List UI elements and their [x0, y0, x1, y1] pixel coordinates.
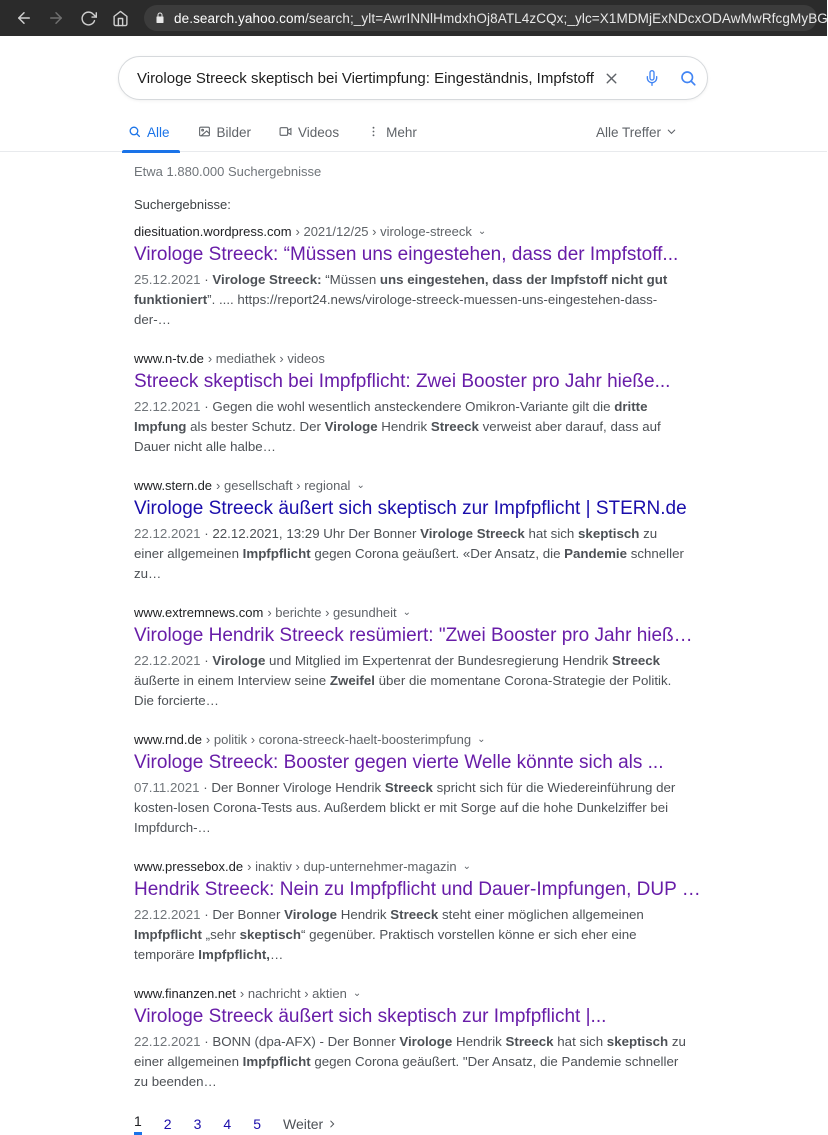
result-domain: www.n-tv.de [134, 351, 204, 366]
lock-icon [154, 12, 166, 24]
result-path: › nachricht › aktien [239, 986, 347, 1001]
chevron-right-icon [327, 1116, 337, 1132]
tab-mehr[interactable] [353, 114, 431, 152]
result-title-link[interactable]: Virologe Hendrik Streeck resümiert: "Zwei Booster pro Jahr hieß… [134, 625, 693, 646]
result-snippet: 22.12.2021 · Der Bonner Virologe Hendrik Streeck steht einer möglichen allgemeinen Impfpflicht „sehr skeptisch“ gegenüber. Praktisch vorstellen könne er sich eher eine temporäre Impfpflicht,… [134, 907, 644, 962]
tab-bilder-label: Bilder [216, 125, 252, 140]
search-input[interactable]: Virologe Streeck skeptisch bei Viertimpfung: Eingeständnis, Impfstoff [137, 69, 594, 87]
result-tabs [0, 114, 827, 152]
clear-search-button[interactable] [594, 60, 630, 96]
pagination [0, 1113, 827, 1135]
result-title-link[interactable]: Virologe Streeck: “Müssen uns eingestehen, dass der Impfstoff... [134, 244, 679, 265]
pagination-next-label: Weiter [282, 1116, 324, 1132]
result-snippet: 22.12.2021 · Virologe und Mitglied im Expertenrat der Bundesregierung Hendrik Streeck äußerte in einem Interview seine Zweifel über die momentane Corona-Strategie der Politik. Die forcierte… [134, 653, 672, 708]
result-breadcrumb[interactable] [134, 986, 692, 1001]
result-path: › inaktiv › dup-unternehmer-magazin [247, 859, 457, 874]
search-row [0, 36, 827, 100]
search-result [134, 351, 692, 457]
result-breadcrumb[interactable] [134, 478, 692, 493]
result-title-link[interactable]: Virologe Streeck äußert sich skeptisch zur Impfpflicht | STERN.de [134, 498, 687, 519]
chevron-down-icon[interactable]: ⌄ [477, 226, 487, 237]
tab-bilder[interactable] [184, 114, 266, 152]
search-result [134, 478, 692, 584]
result-breadcrumb[interactable] [134, 351, 692, 366]
results-list [0, 152, 827, 1092]
result-domain: www.rnd.de [134, 732, 202, 747]
forward-button[interactable] [42, 4, 70, 32]
tab-mehr-label: Mehr [386, 125, 417, 140]
pagination-page-3[interactable]: 3 [193, 1116, 202, 1132]
address-bar[interactable] [144, 5, 828, 31]
result-breadcrumb[interactable] [134, 859, 692, 874]
address-bar-text [174, 11, 828, 26]
tab-alle-label: Alle [147, 125, 170, 140]
search-result [134, 986, 692, 1092]
tab-videos-label: Videos [298, 125, 340, 140]
result-path: › politik › corona-streeck-haelt-boosterimpfung [205, 732, 472, 747]
more-vertical-icon [367, 125, 380, 141]
search-submit-button[interactable] [670, 60, 706, 96]
search-icon [128, 125, 141, 141]
microphone-icon[interactable] [634, 60, 670, 96]
search-result [134, 859, 701, 965]
result-domain: www.extremnews.com [134, 605, 264, 620]
video-icon [279, 125, 292, 141]
pagination-page-2[interactable]: 2 [163, 1116, 172, 1132]
result-path: › 2021/12/25 › virologe-streeck [295, 224, 472, 239]
result-title-link[interactable]: Streeck skeptisch bei Impfpflicht: Zwei Booster pro Jahr hieße... [134, 371, 671, 392]
result-breadcrumb[interactable] [134, 224, 692, 239]
image-icon [198, 125, 211, 141]
address-path: /search;_ylt=AwrINNlHmdxhOj8ATL4zCQx;_ylc=X1MDMjExNDcxODAwMwRfcgMyBG [304, 10, 828, 26]
result-snippet: 07.11.2021 · Der Bonner Virologe Hendrik Streeck spricht sich für die Wiedereinführung der kosten-losen Corona-Tests aus. Außerdem blickt er mit Sorge auf die hohe Dunkelziffer bei Impfdurch-… [134, 780, 676, 835]
search-result [134, 224, 692, 330]
result-title-link[interactable]: Hendrik Streeck: Nein zu Impfpflicht und Dauer-Impfungen, DUP … [134, 879, 701, 900]
result-title-link[interactable]: Virologe Streeck: Booster gegen vierte Welle könnte sich als ... [134, 752, 664, 773]
result-snippet: 25.12.2021 · Virologe Streeck: “Müssen uns eingestehen, dass der Impfstoff nicht gut funktioniert”. .... https://report24.news/virologe-streeck-muessen-uns-eingestehen-dass-der-… [134, 272, 668, 327]
results-filter[interactable] [596, 125, 697, 140]
result-path: › berichte › gesundheit [267, 605, 397, 620]
result-snippet: 22.12.2021 · BONN (dpa-AFX) - Der Bonner Virologe Hendrik Streeck hat sich skeptisch zu einer allgemeinen Impfpflicht gegen Corona geäußert. "Der Ansatz, die Pandemie schneller zu beenden… [134, 1034, 686, 1089]
search-box[interactable] [118, 56, 708, 100]
result-breadcrumb[interactable] [134, 605, 692, 620]
chevron-down-icon[interactable]: ⌄ [356, 480, 365, 491]
search-result [134, 732, 692, 838]
chevron-down-icon[interactable]: ⌄ [477, 734, 486, 745]
result-domain: www.pressebox.de [134, 859, 244, 874]
chevron-down-icon[interactable]: ⌄ [352, 988, 362, 999]
back-button[interactable] [10, 4, 38, 32]
reload-button[interactable] [74, 4, 102, 32]
page-content [0, 36, 827, 1132]
address-host: de.search.yahoo.com [174, 10, 305, 26]
result-path: › gesellschaft › regional [216, 478, 351, 493]
results-filter-label: Alle Treffer [595, 125, 661, 140]
result-domain: diesituation.wordpress.com [134, 224, 292, 239]
tab-videos[interactable] [265, 114, 353, 152]
result-path: › mediathek › videos [207, 351, 325, 366]
result-domain: www.finanzen.net [134, 986, 236, 1001]
result-domain: www.stern.de [134, 478, 213, 493]
chevron-down-icon[interactable]: ⌄ [462, 861, 472, 872]
home-button[interactable] [106, 4, 134, 32]
browser-toolbar [0, 0, 827, 36]
results-label: Suchergebnisse: [134, 197, 231, 212]
result-snippet: 22.12.2021 · Gegen die wohl wesentlich ansteckendere Omikron-Variante gilt die dritte Impfung als bester Schutz. Der Virologe Hendrik Streeck verweist aber darauf, dass auf Dauer nicht alle halbe… [134, 399, 661, 454]
chevron-down-icon [666, 125, 677, 140]
pagination-page-5[interactable]: 5 [253, 1116, 261, 1132]
result-count: Etwa 1.880.000 Suchergebnisse [134, 164, 322, 179]
pagination-page-4[interactable]: 4 [223, 1116, 232, 1132]
pagination-page-1[interactable]: 1 [134, 1113, 142, 1135]
result-breadcrumb[interactable] [134, 732, 692, 747]
result-snippet: 22.12.2021 · 22.12.2021, 13:29 Uhr Der Bonner Virologe Streeck hat sich skeptisch zu einer allgemeinen Impfpflicht gegen Corona geäußert. «Der Ansatz, die Pandemie schneller zu… [134, 526, 684, 581]
tab-alle[interactable] [118, 114, 184, 152]
chevron-down-icon[interactable]: ⌄ [402, 607, 412, 618]
result-title-link[interactable]: Virologe Streeck äußert sich skeptisch zur Impfpflicht |... [134, 1006, 607, 1027]
pagination-next[interactable] [283, 1116, 337, 1132]
search-result [134, 605, 692, 711]
